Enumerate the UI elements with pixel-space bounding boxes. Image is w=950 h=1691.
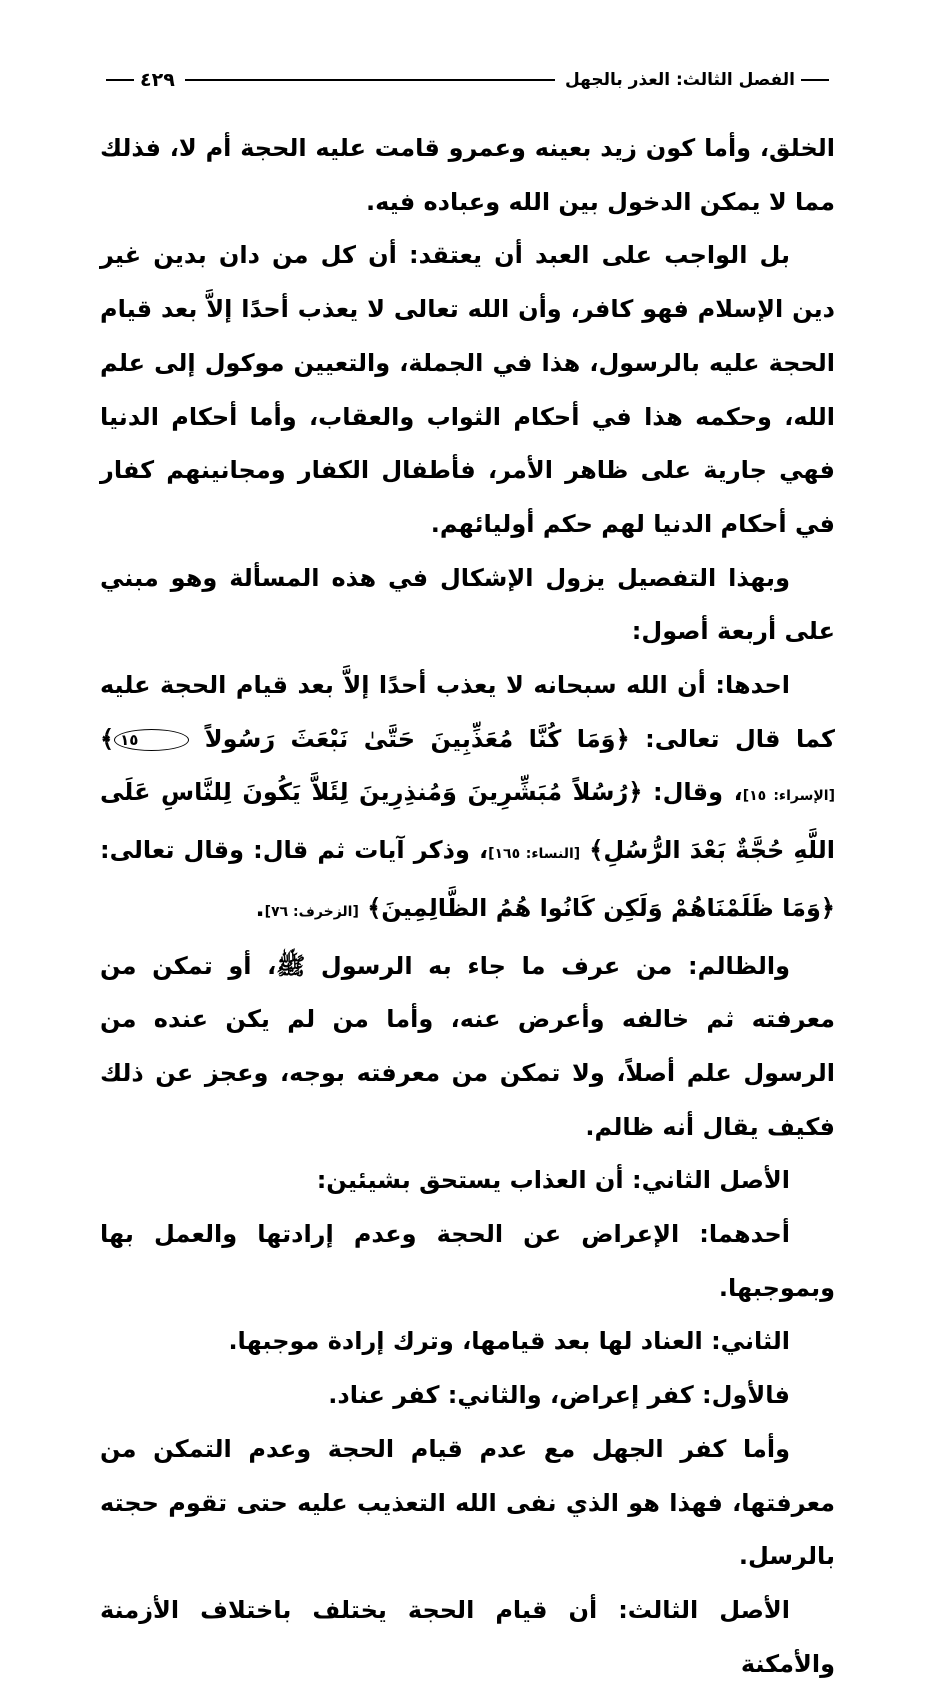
paragraph-2: بل الواجب على العبد أن يعتقد: أن كل من دان بدين غير دين الإسلام فهو كافر، وأن الله تعالى لا يعذب أحدًا إلاَّ بعد قيام الحجة عليه بالرسول، هذا في الجملة، والتعيين موكول إلى علم الله، وحكمه هذا في أحكام الثواب والعقاب، وأما أحكام الدنيا فهي جارية على ظاهر الأمر، فأطفال الكفار ومجانينهم كفار في أحكام الدنيا لهم حكم أوليائهم. <box>100 241 835 538</box>
page-body <box>100 122 835 1691</box>
paragraph-6: الأصل الثاني: أن العذاب يستحق بشيئين: <box>316 1166 790 1195</box>
page-header <box>100 62 835 98</box>
paragraph-11: الأصل الثالث: أن قيام الحجة يختلف باختلاف الأزمنة والأمكنة <box>100 1595 835 1678</box>
quran-verse-zukhruf: ﴿وَمَا ظَلَمْنَاهُمْ وَلَكِن كَانُوا هُمُ الظَّالِمِينَ﴾ <box>367 893 835 922</box>
paragraph-4-intro: احدها: أن الله سبحانه لا يعذب أحدًا إلاَّ بعد قيام الحجة عليه كما قال تعالى: <box>100 671 836 753</box>
paragraph-1: الخلق، وأما كون زيد بعينه وعمرو قامت عليه الحجة أم لا، فذلك مما لا يمكن الدخول بين الله وعباده فيه. <box>100 134 835 216</box>
paragraph-8: الثاني: العناد لها بعد قيامها، وترك إرادة موجبها. <box>228 1327 790 1356</box>
reference-zukhruf: [الزخرف: ٧٦] <box>264 903 359 920</box>
paragraph-7: أحدهما: الإعراض عن الحجة وعدم إرادتها والعمل بها وبموجبها. <box>100 1220 835 1302</box>
reference-nisa: [النساء: ١٦٥] <box>488 846 581 863</box>
ayah-number-marker: ١٥ <box>114 729 189 751</box>
paragraph-4-end: . <box>255 893 265 922</box>
paragraph-4-connector-1: ، وقال: <box>642 778 743 807</box>
header-dash-left <box>106 79 134 81</box>
paragraph-10: وأما كفر الجهل مع عدم قيام الحجة وعدم التمكن من معرفتها، فهذا هو الذي نفى الله التعذيب عليه حتى تقوم حجته بالرسل. <box>100 1434 835 1571</box>
paragraph-5: والظالم: من عرف ما جاء به الرسول ﷺ، أو تمكن من معرفته ثم خالفه وأعرض عنه، وأما من لم يكن عنده من الرسول علم أصلاً، ولا تمكن من معرفته بوجه، وعجز عن ذلك فكيف يقال أنه ظالم. <box>100 951 835 1141</box>
paragraph-9: فالأول: كفر إعراض، والثاني: كفر عناد. <box>328 1381 790 1410</box>
header-dash-right <box>801 79 829 81</box>
paragraph-4-connector-2: ، وذكر آيات ثم قال: وقال تعالى: <box>100 836 489 865</box>
chapter-title: الفصل الثالث: العذر بالجهل <box>564 70 795 90</box>
quran-verse-isra-close: ﴾ <box>100 724 115 753</box>
reference-isra: [الإسراء: ١٥] <box>742 788 835 805</box>
paragraph-4 <box>100 659 835 940</box>
header-rule <box>185 79 555 81</box>
paragraph-3: وبهذا التفصيل يزول الإشكال في هذه المسألة وهو مبني على أربعة أصول: <box>100 563 835 646</box>
quran-verse-nisa: ﴿رُسُلاً مُبَشِّرِينَ وَمُنذِرِينَ لِئَلاَّ يَكُونَ لِلنَّاسِ عَلَى اللَّهِ حُجَّةٌ بَعْدَ الرُّسُلِ﴾ <box>100 778 835 865</box>
quran-verse-isra-text: ﴿وَمَا كُنَّا مُعَذِّبِينَ حَتَّىٰ نَبْعَثَ رَسُولاً <box>204 724 630 753</box>
quran-verse-isra <box>100 725 630 753</box>
page-number: ٤٢٩ <box>140 69 175 91</box>
